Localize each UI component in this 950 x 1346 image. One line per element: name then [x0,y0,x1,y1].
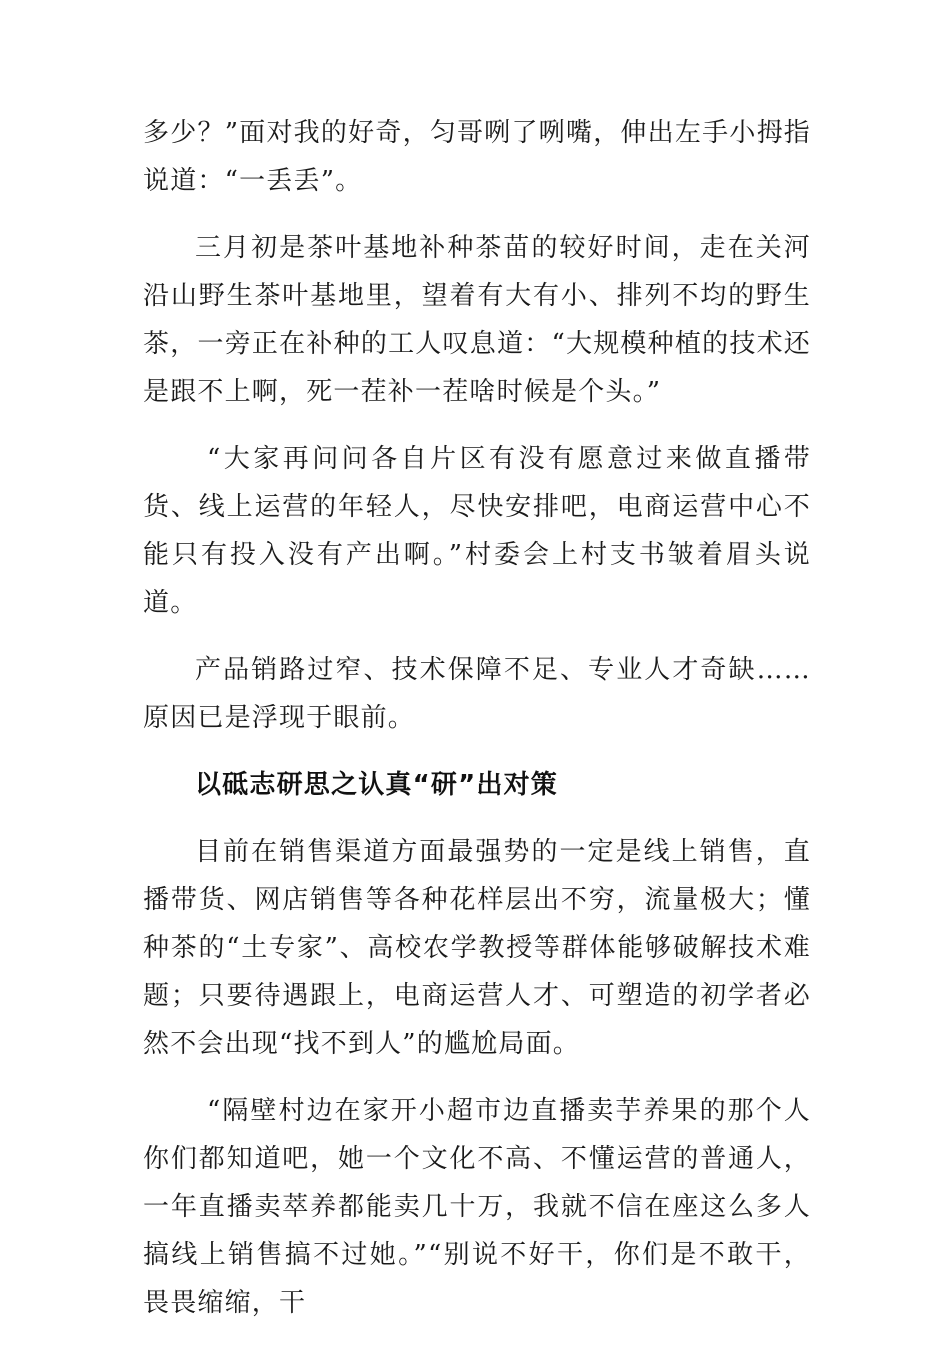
paragraph-continuation: 多少？”面对我的好奇，匀哥咧了咧嘴，伸出左手小拇指说道：“一丢丢”。 [143,118,811,196]
paragraph-livestream-example: “隔壁村边在家开小超市边直播卖芋养果的那个人你们都知道吧，她一个文化不高、不懂运营的普通人，一年直播卖萃养都能卖几十万，我就不信在座这么多人搞线上销售搞不过她。”“别说不好干，你们是不敢干，畏畏缩缩，干 [143,1096,811,1318]
paragraph-village-meeting: “大家再问问各自片区有没有愿意过来做直播带货、线上运营的年轻人，尽快安排吧，电商运营中心不能只有投入没有产出啊。”村委会上村支书皱着眉头说道。 [143,444,811,618]
paragraph-tea-seedlings: 三月初是茶叶基地补种茶苗的较好时间，走在关河沿山野生茶叶基地里，望着有大有小、排列不均的野生茶，一旁正在补种的工人叹息道：“大规模种植的技术还是跟不上啊，死一茬补一茬啥时候是个头。” [143,233,811,407]
document-body [143,109,811,1346]
paragraph-sales-channels: 目前在销售渠道方面最强势的一定是线上销售，直播带货、网店销售等各种花样层出不穷，流量极大；懂种茶的“土专家”、高校农学教授等群体能够破解技术难题；只要待遇跟上，电商运营人才、可塑造的初学者必然不会出现“找不到人”的尴尬局面。 [143,837,811,1059]
paragraph-causes: 产品销路过窄、技术保障不足、专业人才奇缺……原因已是浮现于眼前。 [143,655,811,733]
section-heading: 以砥志研思之认真“研”出对策 [195,770,558,800]
